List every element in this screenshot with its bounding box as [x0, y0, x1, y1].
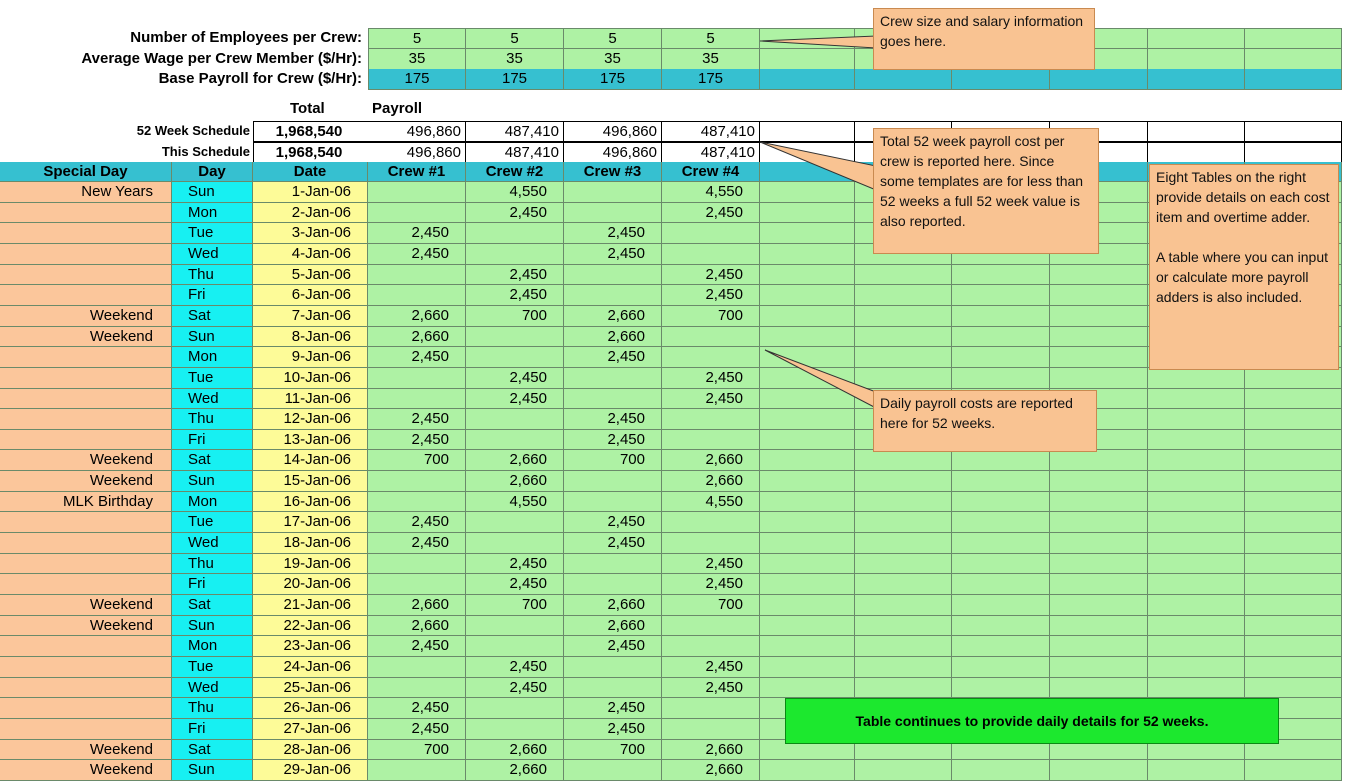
crew-payroll-cell[interactable]: 2,450 — [662, 203, 760, 223]
crew-employees-cell[interactable]: 5 — [662, 28, 760, 49]
crew-payroll-cell[interactable]: 700 — [564, 740, 662, 760]
crew-payroll-cell[interactable]: 700 — [564, 450, 662, 471]
crew-base_payroll-cell[interactable]: 175 — [564, 69, 662, 90]
day-cell[interactable]: Mon — [172, 203, 253, 223]
crew-payroll-cell[interactable]: 2,660 — [564, 306, 662, 327]
date-cell[interactable]: 2-Jan-06 — [253, 203, 368, 223]
crew-payroll-cell[interactable]: 2,450 — [368, 430, 466, 450]
crew-payroll-cell[interactable]: 2,450 — [662, 389, 760, 409]
column-header[interactable]: Crew #1 — [368, 162, 466, 182]
column-header[interactable]: Special Day — [0, 162, 172, 182]
crew-payroll-cell[interactable]: 2,660 — [564, 616, 662, 636]
day-cell[interactable]: Tue — [172, 368, 253, 389]
crew-payroll-cell[interactable]: 4,550 — [466, 182, 564, 203]
date-cell[interactable]: 4-Jan-06 — [253, 244, 368, 265]
crew-payroll-cell[interactable]: 700 — [662, 595, 760, 616]
crew-payroll-cell[interactable]: 2,450 — [466, 574, 564, 595]
date-cell[interactable]: 16-Jan-06 — [253, 492, 368, 512]
day-cell[interactable]: Wed — [172, 389, 253, 409]
date-cell[interactable]: 6-Jan-06 — [253, 285, 368, 306]
crew-payroll-cell[interactable]: 2,450 — [662, 678, 760, 698]
date-cell[interactable]: 24-Jan-06 — [253, 657, 368, 678]
crew-payroll-cell[interactable]: 2,450 — [368, 719, 466, 740]
crew-employees-cell[interactable]: 5 — [368, 28, 466, 49]
day-cell[interactable]: Sat — [172, 306, 253, 327]
date-cell[interactable]: 12-Jan-06 — [253, 409, 368, 430]
special-day-cell[interactable]: Weekend — [0, 760, 172, 781]
date-cell[interactable]: 1-Jan-06 — [253, 182, 368, 203]
special-day-cell[interactable]: Weekend — [0, 306, 172, 327]
crew-payroll-cell[interactable]: 2,450 — [564, 409, 662, 430]
crew-payroll-cell[interactable]: 2,450 — [368, 636, 466, 657]
day-cell[interactable]: Sat — [172, 450, 253, 471]
crew-employees-cell[interactable]: 5 — [466, 28, 564, 49]
crew-payroll-cell[interactable]: 2,450 — [466, 285, 564, 306]
summary-row1-cell: 496,860 — [368, 121, 466, 142]
column-header[interactable]: Crew #2 — [466, 162, 564, 182]
crew-payroll-cell[interactable]: 2,450 — [368, 698, 466, 719]
crew-payroll-cell[interactable]: 700 — [662, 306, 760, 327]
day-cell[interactable]: Wed — [172, 533, 253, 554]
special-day-cell[interactable]: New Years — [0, 182, 172, 203]
day-cell[interactable]: Thu — [172, 554, 253, 574]
employees-per-crew-label: Number of Employees per Crew: — [130, 29, 362, 46]
date-cell[interactable]: 21-Jan-06 — [253, 595, 368, 616]
date-cell[interactable]: 10-Jan-06 — [253, 368, 368, 389]
crew-payroll-cell[interactable]: 2,660 — [368, 595, 466, 616]
crew-payroll-cell[interactable]: 2,450 — [564, 698, 662, 719]
eight-tables-text: Eight Tables on the right provide details on each cost item and overtime adder. — [1156, 169, 1330, 225]
crew-wages-cell[interactable]: 35 — [368, 49, 466, 70]
crew-payroll-cell[interactable]: 2,660 — [368, 327, 466, 347]
day-cell[interactable]: Mon — [172, 347, 253, 368]
date-cell[interactable]: 22-Jan-06 — [253, 616, 368, 636]
eight-tables-text-2: A table where you can input or calculate more payroll adders is also included. — [1156, 249, 1329, 305]
crew-payroll-cell[interactable]: 2,450 — [466, 368, 564, 389]
crew-payroll-cell[interactable]: 2,660 — [662, 471, 760, 492]
summary-row1-cell: 487,410 — [466, 121, 564, 142]
day-cell[interactable]: Mon — [172, 636, 253, 657]
crew-base_payroll-cell[interactable]: 175 — [368, 69, 466, 90]
row2-total-value: 1,968,540 — [253, 142, 369, 163]
daily-costs-callout: Daily payroll costs are reported here for 52 weeks. — [873, 390, 1097, 452]
special-day-cell[interactable]: Weekend — [0, 740, 172, 760]
crew-payroll-cell[interactable]: 2,450 — [662, 554, 760, 574]
crew-payroll-cell[interactable]: 2,660 — [564, 327, 662, 347]
date-cell[interactable]: 15-Jan-06 — [253, 471, 368, 492]
special-day-cell[interactable]: Weekend — [0, 616, 172, 636]
crew-payroll-cell[interactable]: 2,450 — [466, 554, 564, 574]
crew-payroll-cell[interactable]: 700 — [368, 740, 466, 760]
crew-employees-cell[interactable]: 5 — [564, 28, 662, 49]
crew-payroll-cell[interactable]: 2,450 — [368, 347, 466, 368]
day-cell[interactable]: Sun — [172, 616, 253, 636]
crew-payroll-cell[interactable]: 2,450 — [466, 265, 564, 285]
crew-wages-cell[interactable]: 35 — [466, 49, 564, 70]
day-cell[interactable]: Sat — [172, 595, 253, 616]
day-cell[interactable]: Sun — [172, 471, 253, 492]
day-cell[interactable]: Fri — [172, 430, 253, 450]
date-cell[interactable]: 17-Jan-06 — [253, 512, 368, 533]
date-cell[interactable]: 9-Jan-06 — [253, 347, 368, 368]
total-52-callout: Total 52 week payroll cost per crew is reported here. Since some templates are for less than 52 weeks a full 52 week value is also reported. — [873, 128, 1099, 254]
crew-payroll-cell[interactable]: 2,660 — [466, 760, 564, 781]
date-cell[interactable]: 26-Jan-06 — [253, 698, 368, 719]
crew-payroll-cell[interactable]: 2,660 — [662, 450, 760, 471]
average-wage-label: Average Wage per Crew Member ($/Hr): — [81, 50, 362, 67]
crew-payroll-cell[interactable]: 2,450 — [662, 574, 760, 595]
summary-row2-cell: 487,410 — [662, 142, 760, 163]
crew-payroll-cell[interactable]: 2,450 — [368, 409, 466, 430]
crew-callout-pointer — [760, 36, 876, 48]
date-cell[interactable]: 14-Jan-06 — [253, 450, 368, 471]
date-cell[interactable]: 13-Jan-06 — [253, 430, 368, 450]
day-cell[interactable]: Fri — [172, 574, 253, 595]
day-cell[interactable]: Fri — [172, 719, 253, 740]
day-cell[interactable]: Tue — [172, 223, 253, 244]
crew-payroll-cell[interactable]: 2,450 — [662, 368, 760, 389]
column-header[interactable]: Day — [172, 162, 253, 182]
week52-schedule-label: 52 Week Schedule — [136, 123, 250, 138]
summary-row1-cell: 487,410 — [662, 121, 760, 142]
crew-payroll-cell[interactable]: 2,450 — [368, 512, 466, 533]
column-header[interactable]: Date — [253, 162, 368, 182]
special-day-cell[interactable]: MLK Birthday — [0, 492, 172, 512]
this-schedule-label: This Schedule — [161, 144, 250, 159]
crew-payroll-cell[interactable]: 700 — [466, 306, 564, 327]
crew-payroll-cell[interactable]: 2,660 — [564, 595, 662, 616]
day-cell[interactable]: Sat — [172, 740, 253, 760]
special-day-cell[interactable]: Weekend — [0, 595, 172, 616]
day-cell[interactable]: Mon — [172, 492, 253, 512]
date-cell[interactable]: 7-Jan-06 — [253, 306, 368, 327]
total-callout-pointer — [760, 142, 876, 190]
column-header[interactable]: Crew #3 — [564, 162, 662, 182]
summary-row2-cell: 496,860 — [368, 142, 466, 163]
crew-payroll-cell[interactable]: 2,450 — [564, 430, 662, 450]
special-day-cell[interactable]: Weekend — [0, 450, 172, 471]
crew-wages-cell[interactable]: 35 — [662, 49, 760, 70]
date-cell[interactable]: 20-Jan-06 — [253, 574, 368, 595]
crew-payroll-cell[interactable]: 4,550 — [662, 182, 760, 203]
crew-payroll-cell[interactable]: 2,450 — [564, 223, 662, 244]
crew-payroll-cell[interactable]: 2,450 — [564, 719, 662, 740]
crew-payroll-cell[interactable]: 2,450 — [662, 285, 760, 306]
crew-size-callout: Crew size and salary information goes here. — [873, 8, 1095, 70]
date-cell[interactable]: 19-Jan-06 — [253, 554, 368, 574]
date-cell[interactable]: 27-Jan-06 — [253, 719, 368, 740]
date-cell[interactable]: 29-Jan-06 — [253, 760, 368, 781]
total-heading: Total — [290, 100, 325, 117]
crew-payroll-cell[interactable]: 2,660 — [466, 740, 564, 760]
crew-payroll-cell[interactable]: 2,450 — [564, 244, 662, 265]
date-cell[interactable]: 8-Jan-06 — [253, 327, 368, 347]
crew-payroll-cell[interactable]: 2,660 — [368, 616, 466, 636]
day-cell[interactable]: Sun — [172, 327, 253, 347]
crew-payroll-cell[interactable]: 2,450 — [662, 657, 760, 678]
date-cell[interactable]: 23-Jan-06 — [253, 636, 368, 657]
date-cell[interactable]: 11-Jan-06 — [253, 389, 368, 409]
column-header[interactable]: Crew #4 — [662, 162, 760, 182]
daily-callout-pointer — [765, 350, 876, 408]
crew-payroll-cell[interactable]: 700 — [466, 595, 564, 616]
summary-row1-cell: 496,860 — [564, 121, 662, 142]
date-cell[interactable]: 5-Jan-06 — [253, 265, 368, 285]
table-continues-banner: Table continues to provide daily details for 52 weeks. — [785, 698, 1279, 744]
crew-payroll-cell[interactable]: 2,450 — [662, 265, 760, 285]
crew-payroll-cell[interactable]: 2,660 — [662, 740, 760, 760]
date-cell[interactable]: 25-Jan-06 — [253, 678, 368, 698]
crew-base_payroll-cell[interactable]: 175 — [662, 69, 760, 90]
row1-total-value: 1,968,540 — [253, 121, 369, 142]
day-cell[interactable]: Tue — [172, 657, 253, 678]
crew-payroll-cell[interactable]: 2,450 — [564, 533, 662, 554]
crew-payroll-cell[interactable]: 2,450 — [564, 347, 662, 368]
crew-payroll-cell[interactable]: 4,550 — [466, 492, 564, 512]
day-cell[interactable]: Sun — [172, 760, 253, 781]
crew-payroll-cell[interactable]: 2,450 — [466, 657, 564, 678]
crew-payroll-cell[interactable]: 2,660 — [466, 450, 564, 471]
day-cell[interactable]: Thu — [172, 409, 253, 430]
special-day-cell[interactable]: Weekend — [0, 327, 172, 347]
special-day-cell[interactable]: Weekend — [0, 471, 172, 492]
crew-payroll-cell[interactable]: 2,660 — [662, 760, 760, 781]
base-payroll-label: Base Payroll for Crew ($/Hr): — [158, 70, 362, 87]
crew-payroll-cell[interactable]: 2,450 — [368, 223, 466, 244]
eight-tables-callout — [1149, 164, 1339, 370]
day-cell[interactable]: Thu — [172, 698, 253, 719]
crew-wages-cell[interactable]: 35 — [564, 49, 662, 70]
crew-payroll-cell[interactable]: 2,660 — [466, 471, 564, 492]
crew-payroll-cell[interactable]: 2,660 — [368, 306, 466, 327]
crew-payroll-cell[interactable]: 2,450 — [368, 533, 466, 554]
summary-row2-cell: 487,410 — [466, 142, 564, 163]
date-cell[interactable]: 28-Jan-06 — [253, 740, 368, 760]
day-cell[interactable]: Wed — [172, 244, 253, 265]
payroll-heading: Payroll — [372, 100, 423, 117]
crew-payroll-cell[interactable]: 700 — [368, 450, 466, 471]
date-cell[interactable]: 18-Jan-06 — [253, 533, 368, 554]
crew-payroll-cell[interactable]: 2,450 — [564, 512, 662, 533]
crew-payroll-cell[interactable]: 4,550 — [662, 492, 760, 512]
crew-payroll-cell[interactable]: 2,450 — [466, 389, 564, 409]
day-cell[interactable]: Thu — [172, 265, 253, 285]
day-cell[interactable]: Fri — [172, 285, 253, 306]
date-cell[interactable]: 3-Jan-06 — [253, 223, 368, 244]
summary-row2-cell: 496,860 — [564, 142, 662, 163]
crew-payroll-cell[interactable]: 2,450 — [466, 678, 564, 698]
day-cell[interactable]: Sun — [172, 182, 253, 203]
crew-base_payroll-cell[interactable]: 175 — [466, 69, 564, 90]
crew-payroll-cell[interactable]: 2,450 — [466, 203, 564, 223]
crew-payroll-cell[interactable]: 2,450 — [564, 636, 662, 657]
day-cell[interactable]: Wed — [172, 678, 253, 698]
crew-payroll-cell[interactable]: 2,450 — [368, 244, 466, 265]
day-cell[interactable]: Tue — [172, 512, 253, 533]
